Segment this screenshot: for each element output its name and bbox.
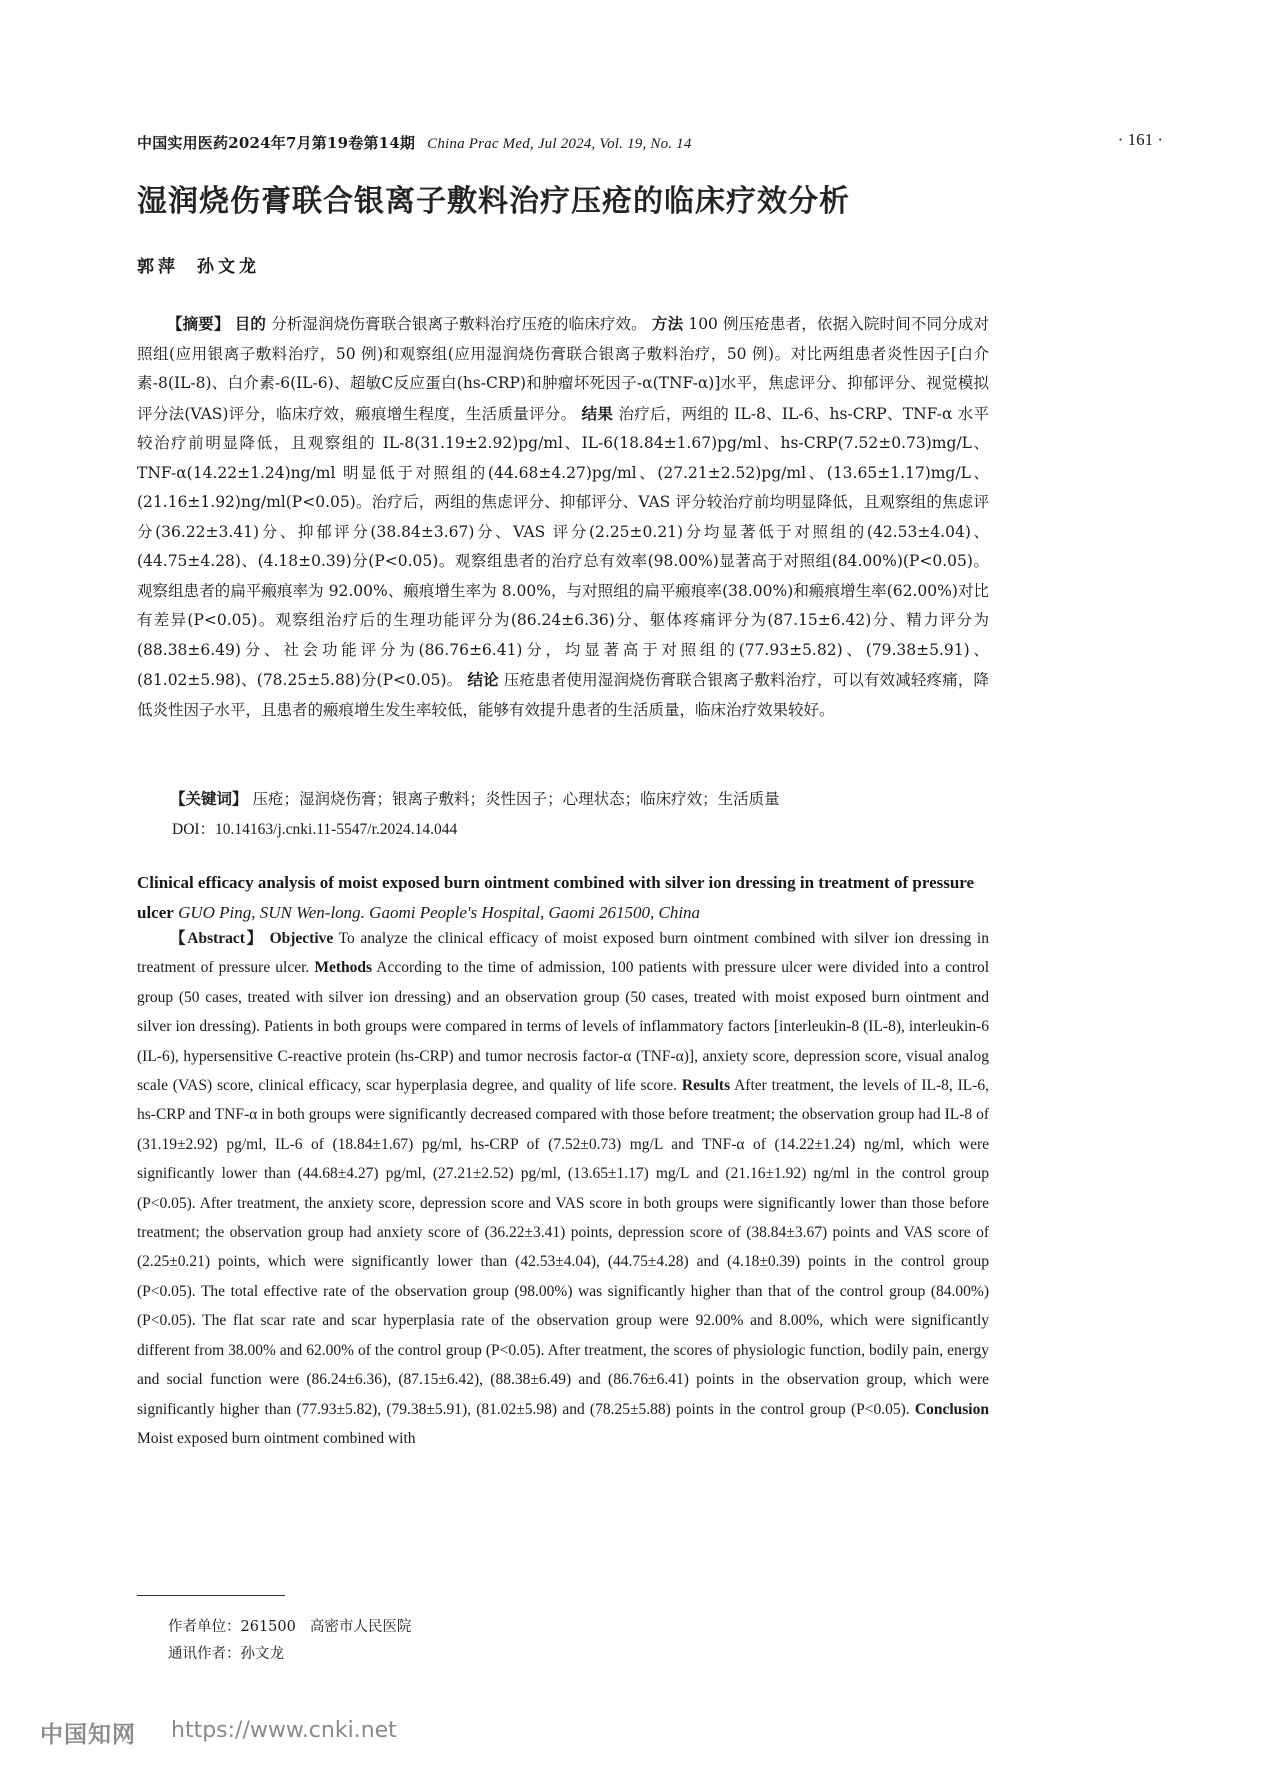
en-title: Clinical efficacy analysis of moist exposed burn ointment combined with silver ion dressing in treatment of pressure ulcer — [137, 873, 975, 922]
author-2: 孙文龙 — [197, 257, 260, 277]
footnote — [168, 1614, 411, 1668]
cn-conclusion-text: 压疮患者使用湿润烧伤膏联合银离子敷料治疗，可以有效减轻疼痛，降低炎性因子水平，且患者的瘢痕增生发生率较低，能够有效提升患者的生活质量，临床治疗效果较好。 — [137, 671, 989, 719]
en-methods-label: Methods — [314, 959, 373, 977]
en-results-label: Results — [681, 1077, 731, 1095]
cn-keywords — [170, 787, 1010, 809]
en-methods-text: According to the time of admission, 100 patients with pressure ulcer were divided into a control group (50 cases, treated with silver ion dressing) and an observation group (50 cases, treated with moist exposed burn ointment and silver ion dressing). Patients in both groups were compared in terms of levels of inflammatory factors [interleukin-8 (IL-8), interleukin-6 (IL-6), hypersensitive C-reactive protein (hs-CRP) and tumor necrosis factor-α (TNF-α)], anxiety score, depression score, visual analog scale (VAS) score, clinical efficacy, scar hyperplasia degree, and quality of life score. — [137, 959, 989, 1095]
en-title-block — [137, 868, 989, 928]
author-1: 郭萍 — [137, 257, 179, 277]
en-conclusion-text: Moist exposed burn ointment combined with — [137, 1429, 416, 1447]
article-title: 湿润烧伤膏联合银离子敷料治疗压疮的临床疗效分析 — [137, 184, 850, 219]
keyword: 临床疗效 ； — [640, 790, 718, 808]
keywords-label: 【关键词】 — [170, 789, 248, 808]
cn-abstract-label: 【摘要】 — [167, 314, 230, 333]
en-objective-label: Objective — [269, 930, 334, 947]
affiliation: 高密市人民医院 — [309, 1619, 412, 1635]
keyword: 压疮 ； — [252, 790, 299, 808]
doi: DOI：10.14163/j.cnki.11-5547/r.2024.14.044 — [172, 821, 458, 838]
en-authors: GUO Ping, SUN Wen-long. Gaomi People's Hospital, Gaomi 261500, China — [178, 903, 701, 922]
journal-cn: 中国实用医药2024年7月第19卷第14期 — [137, 134, 416, 152]
page-number: · 161 · — [1117, 130, 1163, 149]
keyword: 心理状态 ； — [563, 790, 641, 808]
cn-objective-text: 分析湿润烧伤膏联合银离子敷料治疗压疮的临床疗效。 — [271, 315, 647, 333]
keyword: 炎性因子 ； — [485, 790, 563, 808]
cn-conclusion-label: 结论 — [467, 670, 499, 689]
en-abstract-label: 【Abstract】 — [170, 930, 264, 947]
authors — [137, 252, 260, 277]
cnki-logo: 中国知网 — [40, 1722, 136, 1748]
affiliation-label: 作者单位：261500 — [168, 1619, 296, 1635]
journal-en: China Prac Med, Jul 2024, Vol. 19, No. 14 — [427, 136, 692, 152]
corresponding-author: 通讯作者：孙文龙 — [168, 1646, 284, 1662]
cn-methods-text: 100 例压疮患者，依据入院时间不同分成对照组(应用银离子敷料治疗，50 例)和观察组(应用湿润烧伤膏联合银离子敷料治疗，50 例)。对比两组患者炎性因子[白介素-8(IL-8)、白介素-6(IL-6)、超敏C反应蛋白(hs-CRP)和肿瘤坏死因子-α(TNF-α)]水平，焦虑评分、抑郁评分、视觉模拟评分法(VAS)评分，临床疗效，瘢痕增生程度，生活质量评分。 — [137, 315, 989, 423]
keyword: 生活质量 — [717, 790, 780, 808]
footnote-divider — [137, 1595, 285, 1596]
cn-objective-label: 目的 — [234, 314, 267, 333]
cn-results-text: 治疗后，两组的 IL-8、IL-6、hs-CRP、TNF-α 水平较治疗前明显降低，且观察组的 IL-8(31.19±2.92)pg/ml、IL-6(18.84±1.67)pg/ml、hs-CRP(7.52±0.73)mg/L、TNF-α(14.22±1.24)ng/ml 明显低于对照组的(44.68±4.27)pg/ml、(27.21±2.52)pg/ml、(13.65±1.17)mg/L、(21.16±1.92)ng/ml(P<0.05)。治疗后，两组的焦虑评分、抑郁评分、VAS 评分较治疗前均明显降低，且观察组的焦虑评分(36.22±3.41)分、抑郁评分(38.84±3.67)分、VAS 评分(2.25±0.21)分均显著低于对照组的(42.53±4.04)、(44.75±4.28)、(4.18±0.39)分(P<0.05)。观察组患者的治疗总有效率(98.00%)显著高于对照组(84.00%)(P<0.05)。观察组患者的扁平瘢痕率为 92.00%、瘢痕增生率为 8.00%，与对照组的扁平瘢痕率(38.00%)和瘢痕增生率(62.00%)对比有差异(P<0.05)。观察组治疗后的生理功能评分为(86.24±6.36)分、躯体疼痛评分为(87.15±6.42)分、精力评分为(88.38±6.49)分、社会功能评分为(86.76±6.41)分，均显著高于对照组的(77.93±5.82)、(79.38±5.91)、(81.02±5.98)、(78.25±5.88)分(P<0.05)。 — [137, 404, 989, 689]
en-conclusion-label: Conclusion — [914, 1400, 989, 1418]
running-head — [137, 132, 692, 153]
cn-methods-label: 方法 — [651, 314, 684, 333]
cn-results-label: 结果 — [581, 403, 614, 423]
keyword: 银离子敷料 ； — [392, 790, 485, 808]
en-objective-text: To analyze the clinical efficacy of moist exposed burn ointment combined with silver ion dressing in treatment of pressure ulcer. — [137, 930, 989, 977]
keyword: 湿润烧伤膏 ； — [299, 790, 392, 808]
cn-abstract — [137, 309, 989, 725]
cnki-url: https://www.cnki.net — [171, 1718, 397, 1743]
en-abstract — [137, 924, 989, 1453]
en-results-text: After treatment, the levels of IL-8, IL-6, hs-CRP and TNF-α in both groups were significantly decreased compared with those before treatment; the observation group had IL-8 of (31.19±2.92) pg/ml, IL-6 of (18.84±1.67) pg/ml, hs-CRP of (7.52±0.73) mg/L and TNF-α of (14.22±1.24) ng/ml, which were significantly lower than (44.68±4.27) pg/ml, (27.21±2.52) pg/ml, (13.65±1.17) mg/L and (21.16±1.92) ng/ml in the control group (P<0.05). After treatment, the anxiety score, depression score and VAS score in both groups were significantly lower than those before treatment; the observation group had anxiety score of (36.22±3.41) points, depression score of (38.84±3.67) points and VAS score of (2.25±0.21) points, which were significantly lower than (42.53±4.04), (44.75±4.28) and (4.18±0.39) points in the control group (P<0.05). The total effective rate of the observation group (98.00%) was significantly higher than that of the control group (84.00%) (P<0.05). The flat scar rate and scar hyperplasia rate of the observation group were 92.00% and 8.00%, which were significantly different from 38.00% and 62.00% of the control group (P<0.05). After treatment, the scores of physiologic function, bodily pain, energy and social function were (86.24±6.36), (87.15±6.42), (88.38±6.49) and (86.76±6.41) points in the observation group, which were significantly higher than (77.93±5.82), (79.38±5.91), (81.02±5.98) and (78.25±5.88) points in the control group (P<0.05). — [137, 1077, 989, 1418]
